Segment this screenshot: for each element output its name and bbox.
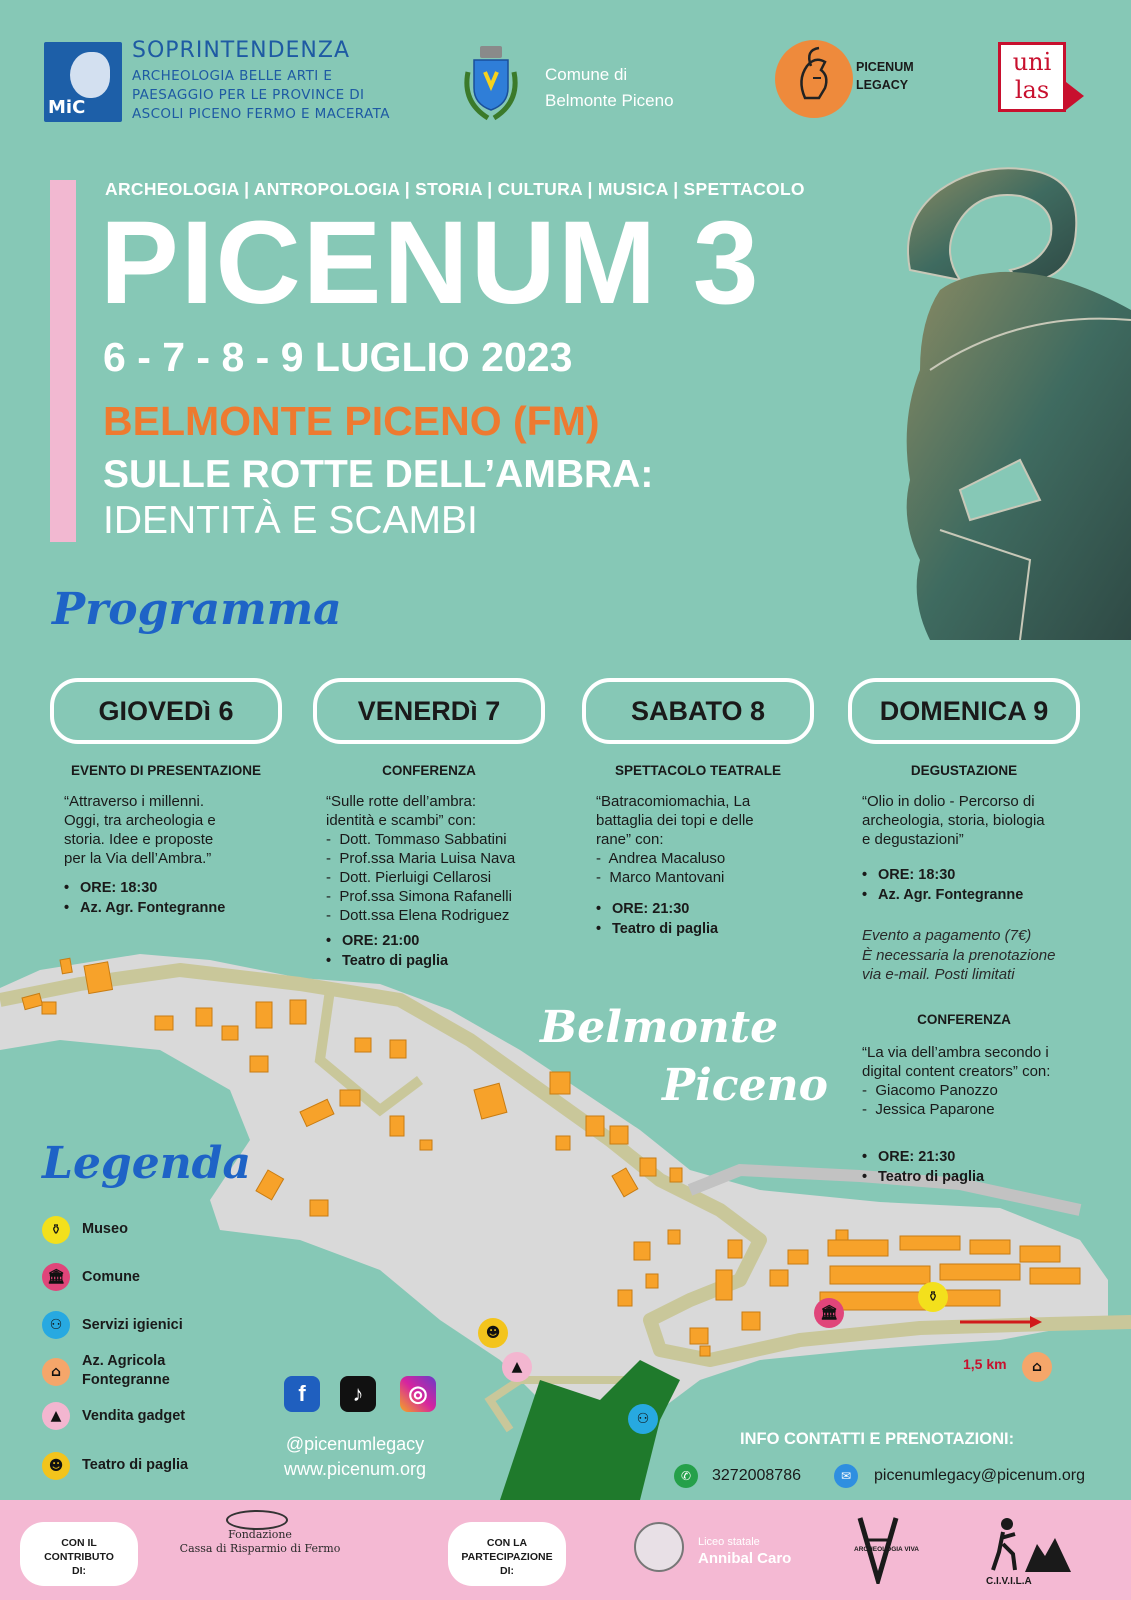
day4-description: “Olio in dolio - Percorso di archeologia, storia, biologia e degustazioni” <box>862 793 1045 848</box>
fondazione-line-1: Fondazione <box>228 1528 292 1541</box>
social-links <box>270 1432 440 1482</box>
social-handle[interactable]: @picenumlegacy <box>285 1434 425 1454</box>
legend-museo: Museo <box>82 1221 128 1237</box>
day4-time: • ORE: 18:30 <box>862 866 1023 886</box>
unilas-logo <box>998 42 1066 112</box>
theater-icon: ☻ <box>42 1452 70 1480</box>
comune-label <box>545 62 674 114</box>
belmonte-crest-icon <box>458 42 524 122</box>
day4-event2-title: CONFERENZA <box>917 1012 1011 1027</box>
legend-teatro: Teatro di paglia <box>82 1457 189 1473</box>
bag-icon: ▲ <box>42 1402 70 1430</box>
email-icon: ✉ <box>834 1464 858 1488</box>
website-link[interactable]: www.picenum.org <box>283 1459 427 1479</box>
warrior-helmet-icon <box>775 40 853 118</box>
day2-venue: • Teatro di paglia <box>326 952 448 972</box>
fondazione-emblem-icon <box>226 1510 288 1530</box>
day-pill-thursday: GIOVEDì 6 <box>50 678 282 744</box>
instagram-icon[interactable]: ◎ <box>400 1376 436 1412</box>
partecipazione-bubble: CON LA PARTECIPAZIONE DI: <box>448 1522 566 1586</box>
civila-label: C.I.V.I.L.A <box>986 1576 1032 1587</box>
day4-event2-description: “La via dell’ambra secondo i digital content creators” con: - Giacomo Panozzo - Jessica Paparone <box>862 1044 1051 1118</box>
soprintendenza-line-1: ARCHEOLOGIA BELLE ARTI E <box>132 68 333 84</box>
distance-label: 1,5 km <box>963 1356 1007 1372</box>
day1-details <box>64 879 225 918</box>
comune-line-2: Belmonte Piceno <box>545 91 674 110</box>
restroom-icon: ⚇ <box>42 1311 70 1339</box>
comune-line-1: Comune di <box>545 65 628 84</box>
day-pill-saturday: SABATO 8 <box>582 678 814 744</box>
day2-event-title: CONFERENZA <box>382 763 476 778</box>
fondazione-logo <box>175 1528 345 1556</box>
bronze-helmet-illustration <box>900 160 1131 640</box>
amphora-icon: ⚱ <box>42 1216 70 1244</box>
contact-email[interactable]: picenumlegacy@picenum.org <box>874 1467 1086 1484</box>
map-town-label-1: Belmonte <box>540 1002 779 1053</box>
day4-event2-time: • ORE: 21:30 <box>862 1148 984 1168</box>
day3-details <box>596 900 718 939</box>
day1-description: “Attraverso i millenni. Oggi, tra archeologia e storia. Idee e proposte per la Via dell’Ambra.” <box>64 793 216 867</box>
picenum-legacy-line-1: PICENUM <box>856 60 914 74</box>
archeologia-viva-label: ARCHEOLOGIA VIVA <box>854 1546 920 1553</box>
day4-event-title: DEGUSTAZIONE <box>910 763 1018 778</box>
legend-servizi: Servizi igienici <box>82 1317 183 1333</box>
contacts-heading: INFO CONTATTI E PRENOTAZIONI: <box>740 1430 1015 1448</box>
unilas-line-2: las <box>1014 76 1050 104</box>
event-title: PICENUM 3 <box>100 197 761 329</box>
day3-venue: • Teatro di paglia <box>596 920 718 940</box>
unilas-flag-icon <box>1066 82 1084 110</box>
title-accent-bar <box>50 180 76 542</box>
whatsapp-icon: ✆ <box>674 1464 698 1488</box>
map-town-label-2: Piceno <box>662 1060 828 1111</box>
townhall-map-icon: 🏛 <box>814 1298 844 1328</box>
picenum-legacy-logo <box>775 40 853 118</box>
programma-heading: Programma <box>52 584 342 635</box>
mic-label: MiC <box>48 97 86 118</box>
day4-venue: • Az. Agr. Fontegranne <box>862 886 1023 906</box>
day1-event-title: EVENTO DI PRESENTAZIONE <box>70 763 262 778</box>
mic-logo <box>44 42 122 122</box>
day4-event2-details <box>862 1148 984 1187</box>
farm-icon: ⌂ <box>42 1358 70 1386</box>
event-place: BELMONTE PICENO (FM) <box>103 398 600 444</box>
legend-comune: Comune <box>82 1269 140 1285</box>
townhall-icon: 🏛 <box>42 1263 70 1291</box>
soprintendenza-line-3: ASCOLI PICENO FERMO E MACERATA <box>132 106 390 122</box>
soprintendenza-title: SOPRINTENDENZA <box>132 38 350 63</box>
liceo-line-1: Liceo statale <box>698 1536 760 1548</box>
legenda-heading: Legenda <box>42 1138 251 1189</box>
subjects-line: ARCHEOLOGIA | ANTROPOLOGIA | STORIA | CULTURA | MUSICA | SPETTACOLO <box>105 179 805 199</box>
contrib-bubble: CON IL CONTRIBUTO DI: <box>20 1522 138 1586</box>
gadget-shop-map-icon: ▲ <box>502 1352 532 1382</box>
liceo-line-2: Annibal Caro <box>698 1550 792 1567</box>
picenum-legacy-label <box>856 58 914 94</box>
day4-event2-venue: • Teatro di paglia <box>862 1168 984 1188</box>
event-theme-line-1: SULLE ROTTE DELL’AMBRA: <box>103 453 654 496</box>
legend-agricola: Az. Agricola Fontegranne <box>82 1353 170 1388</box>
day1-time: • ORE: 18:30 <box>64 879 225 899</box>
fondazione-line-2: Cassa di Risparmio di Fermo <box>179 1542 341 1555</box>
event-theme-line-2: IDENTITÀ E SCAMBI <box>103 499 478 542</box>
farm-map-icon: ⌂ <box>1022 1352 1052 1382</box>
tiktok-icon[interactable]: ♪ <box>340 1376 376 1412</box>
day4-details <box>862 866 1023 905</box>
day4-payment-note: Evento a pagamento (7€) È necessaria la prenotazione via e-mail. Posti limitati <box>862 927 1056 983</box>
day2-time: • ORE: 21:00 <box>326 932 448 952</box>
statue-head-icon <box>70 52 110 98</box>
restroom-map-icon: ⚇ <box>628 1404 658 1434</box>
day3-time: • ORE: 21:30 <box>596 900 718 920</box>
day1-venue: • Az. Agr. Fontegranne <box>64 899 225 919</box>
italian-republic-emblem-icon <box>634 1522 684 1572</box>
facebook-icon[interactable]: f <box>284 1376 320 1412</box>
day3-event-title: SPETTACOLO TEATRALE <box>615 763 781 778</box>
day3-description: “Batracomiomachia, La battaglia dei topi e delle rane” con: - Andrea Macaluso - Marco Mantovani <box>596 793 754 886</box>
civila-logo-icon <box>985 1514 1075 1584</box>
day-pill-friday: VENERDì 7 <box>313 678 545 744</box>
event-dates: 6 - 7 - 8 - 9 LUGLIO 2023 <box>103 334 573 380</box>
theater-map-icon: ☻ <box>478 1318 508 1348</box>
contact-phone[interactable]: 3272008786 <box>712 1467 801 1484</box>
soprintendenza-line-2: PAESAGGIO PER LE PROVINCE DI <box>132 87 365 103</box>
liceo-logo <box>698 1534 791 1568</box>
day2-description: “Sulle rotte dell’ambra: identità e scambi” con: - Dott. Tommaso Sabbatini - Prof.ssa Maria Luisa Nava - Dott. Pierluigi Cellarosi - Prof.ssa Simona Rafanelli - Dott.ssa Elena Rodriguez <box>326 793 516 924</box>
day-pill-sunday: DOMENICA 9 <box>848 678 1080 744</box>
legend-gadget: Vendita gadget <box>82 1408 186 1424</box>
museum-map-icon: ⚱ <box>918 1282 948 1312</box>
picenum-legacy-line-2: LEGACY <box>856 78 909 92</box>
unilas-line-1: uni <box>1012 48 1052 76</box>
